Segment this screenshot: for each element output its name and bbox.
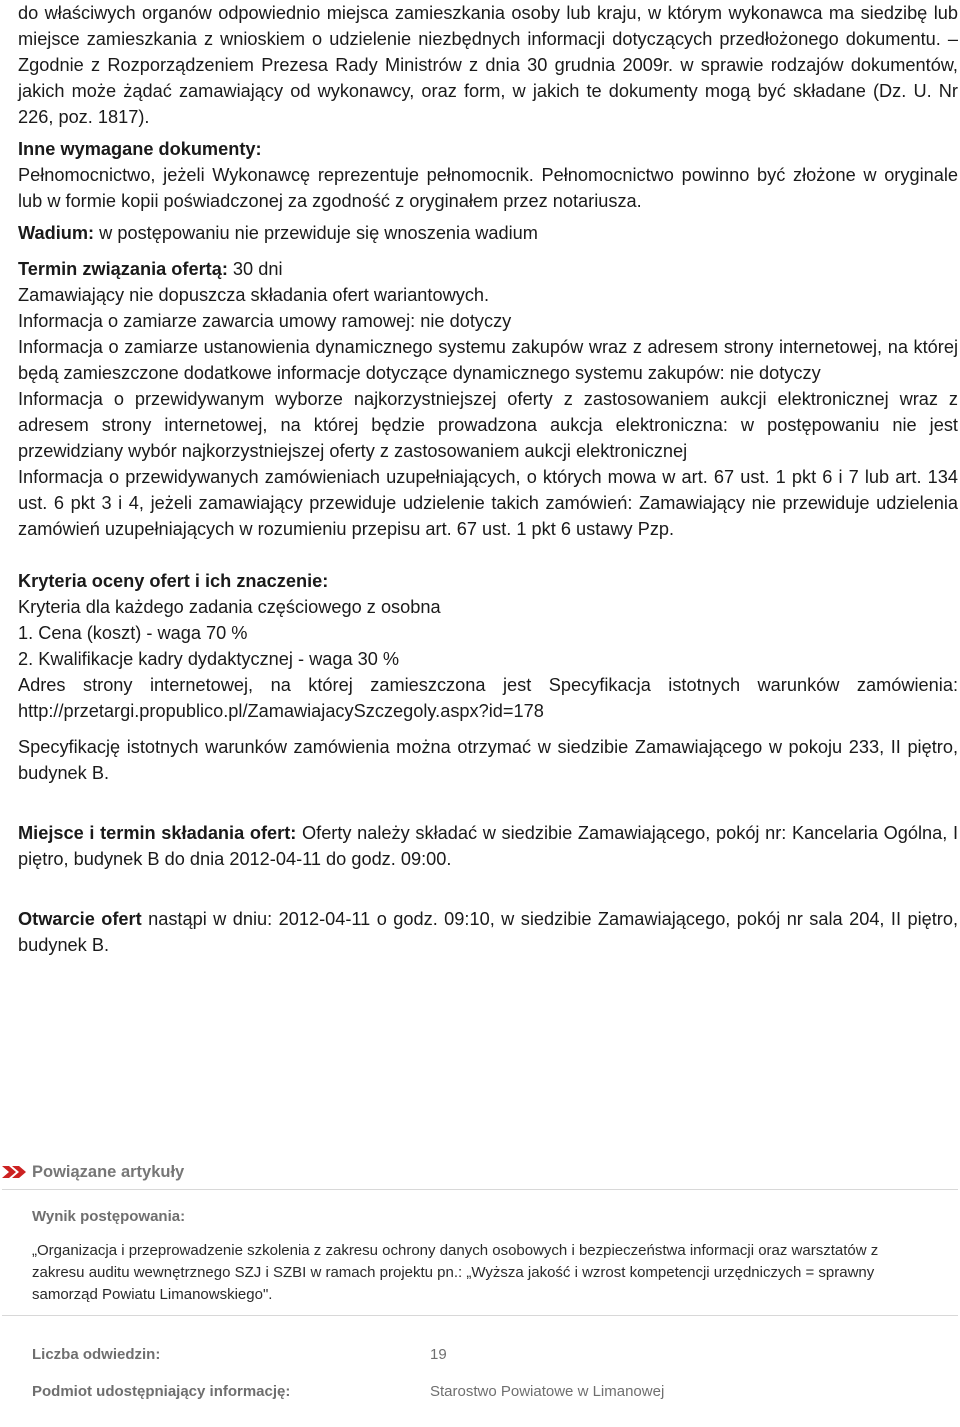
siwz-pickup-text: Specyfikację istotnych warunków zamówienia można otrzymać w siedzibie Zamawiającego w pokoju 233, II piętro, budynek B. bbox=[18, 737, 958, 783]
visits-row bbox=[32, 1346, 960, 1363]
binding-period-label: Termin związania ofertą: bbox=[18, 259, 228, 279]
publisher-label: Podmiot udostępniający informację: bbox=[32, 1383, 291, 1400]
document-body bbox=[18, 0, 958, 958]
divider bbox=[2, 1189, 958, 1190]
criterion-price: 1. Cena (koszt) - waga 70 % bbox=[18, 623, 248, 643]
wadium-paragraph bbox=[18, 220, 958, 246]
opening-label: Otwarcie ofert bbox=[18, 909, 142, 929]
opening-text: nastąpi w dniu: 2012-04-11 o godz. 09:10, w siedzibie Zamawiającego, pokój nr sala 204, II piętro, budynek B. bbox=[18, 909, 958, 955]
result-label: Wynik postępowania: bbox=[32, 1208, 186, 1225]
submission-paragraph bbox=[18, 820, 958, 872]
criteria-intro: Kryteria dla każdego zadania częściowego z osobna bbox=[18, 597, 441, 617]
publisher-value: Starostwo Powiatowe w Limanowej bbox=[430, 1383, 665, 1400]
related-articles-header bbox=[0, 1155, 960, 1189]
siwz-address-paragraph bbox=[18, 672, 958, 724]
other-documents-text: Pełnomocnictwo, jeżeli Wykonawcę reprezentuje pełnomocnik. Pełnomocnictwo powinno być złożone w oryginale lub w formie kopii poświadczonej za zgodność z oryginałem przez notariusza. bbox=[18, 165, 958, 211]
variant-offers-text: Zamawiający nie dopuszcza składania ofert wariantowych. bbox=[18, 285, 490, 305]
dynamic-purchasing-text: Informacja o zamiarze ustanowienia dynamicznego systemu zakupów wraz z adresem strony internetowej, na której będą zamieszczone dodatkowe informacje dotyczące dynamicznego systemu zakupów: nie dotyczy bbox=[18, 337, 958, 383]
binding-period-paragraph bbox=[18, 256, 958, 282]
documents-paragraph: do właściwych organów odpowiednio miejsca zamieszkania osoby lub kraju, w którym wykonawca ma siedzibę lub miejsce zamieszkania z wnioskiem o udzielenie niezbędnych informacji dotyczących przedłożonego dokumentu. – Zgodnie z Rozporządzeniem Prezesa Rady Ministrów z dnia 30 grudnia 2009r. w sprawie rodzajów dokumentów, jakich może żądać zamawiający od wykonawcy, oraz form, w jakich te dokumenty mogą być składane (Dz. U. Nr 226, poz. 1817). bbox=[18, 3, 958, 127]
opening-paragraph bbox=[18, 906, 958, 958]
visits-value: 19 bbox=[430, 1346, 447, 1363]
criteria-heading: Kryteria oceny ofert i ich znaczenie: bbox=[18, 571, 329, 591]
other-documents-heading: Inne wymagane dokumenty: bbox=[18, 139, 262, 159]
divider bbox=[2, 1315, 958, 1316]
submission-text: Oferty należy składać w siedzibie Zamawiającego, pokój nr: Kancelaria Ogólna, I piętro, budynek B do dnia 2012-04-11 do godz. 09:00. bbox=[18, 823, 958, 869]
framework-agreement-text: Informacja o zamiarze zawarcia umowy ramowej: nie dotyczy bbox=[18, 311, 512, 331]
related-articles-title: Powiązane artykuły bbox=[32, 1162, 185, 1181]
electronic-auction-text: Informacja o przewidywanym wyborze najkorzystniejszej oferty z zastosowaniem aukcji elektronicznej wraz z adresem strony internetowej, na której będzie prowadzona aukcja elektroniczna: w postępowaniu nie jest przewidziany wybór najkorzystniejszej oferty z zastosowaniem aukcji elektronicznej bbox=[18, 389, 958, 461]
siwz-address-text: Adres strony internetowej, na której zamieszczona jest Specyfikacja istotnych warunków zamówienia: bbox=[18, 675, 958, 695]
criterion-qualifications: 2. Kwalifikacje kadry dydaktycznej - waga 30 % bbox=[18, 649, 400, 669]
result-link[interactable]: „Organizacja i przeprowadzenie szkolenia z zakresu ochrony danych osobowych i bezpieczeństwa informacji oraz warsztatów z zakresu auditu wewnętrznego SZJ i SZBI w ramach projektu pn.: „Wyższa jakość i wzrost kompetencji urzędniczych = sprawny samorząd Powiatu Limanowskiego". bbox=[32, 1242, 879, 1303]
related-articles-section bbox=[0, 1155, 960, 1400]
siwz-link[interactable]: http://przetargi.propublico.pl/ZamawiajacySzczegoly.aspx?id=178 bbox=[18, 701, 544, 721]
double-chevron-right-icon bbox=[2, 1165, 28, 1179]
binding-period-text: 30 dni bbox=[227, 259, 283, 279]
supplementary-orders-text: Informacja o przewidywanych zamówieniach uzupełniających, o których mowa w art. 67 ust. 1 pkt 6 i 7 lub art. 134 ust. 6 pkt 3 i 4, jeżeli zamawiający przewiduje udzielenie takich zamówień: Zamawiający nie przewiduje udzielenia zamówień uzupełniających w rozumieniu przepisu art. 67 ust. 1 pkt 6 ustawy Pzp. bbox=[18, 467, 958, 539]
publisher-row bbox=[32, 1383, 960, 1400]
wadium-text: w postępowaniu nie przewiduje się wnoszenia wadium bbox=[94, 223, 538, 243]
submission-label: Miejsce i termin składania ofert: bbox=[18, 823, 297, 843]
visits-label: Liczba odwiedzin: bbox=[32, 1346, 161, 1363]
wadium-label: Wadium: bbox=[18, 223, 95, 243]
